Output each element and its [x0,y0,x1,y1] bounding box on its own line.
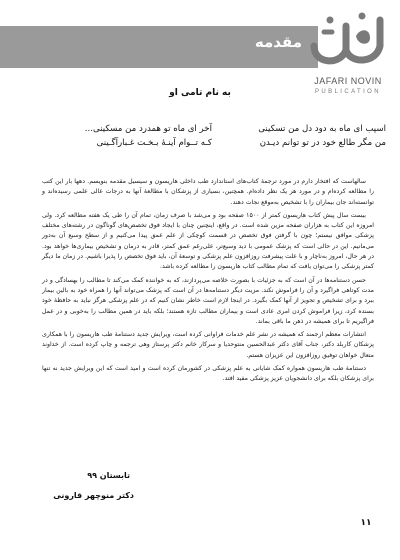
paragraph: حسن دستنامه‌ها در آن است که به جزئیات با بصورت خلاصه می‌پردازند، که به خواننده کمک می‌کند تا مطالب را بهسادگی و در مدت کوتاهی فراگیرد و آن را فراموش نکند. مزیت دیگر دستنامه‌ها در آن است که پزشک می‌تواند آنها را همراه خود به بالین بیمار ببرد و برای تشخیص و تجویز از آنها کمک بگیرد. در اینجا لازم است خاطر نشان کنیم که در علم پزشکی هرگز نباید به حافظۀ خود بسنده کرد، زیرا فراموش کردن امری عادی است و بیماران مطالب تازه هستند؛ بلکه باید در همین مطالب را به‌خوبی و در عمل فراگیریم تا برای همیشه در ذهن ما باقی بماند. [42,276,374,325]
preface-body [42,177,374,388]
paragraph: دستنامۀ طب هاریسون همواره کمک شایانی به علم پزشکی در کشورمان کرده است و امید است که این ویرایش جدید نه تنها برای پزشکان بلکه برای دانشجویان عزیز پزشکی مفید افتد. [42,365,374,383]
poem-left-column [52,122,212,150]
publisher-subtitle: PUBLICATION [315,89,381,95]
signature-date: تابستان ۹۹ [87,471,130,480]
paragraph: سالهاست که افتخار دارم در مورد ترجمۀ کتاب‌های استاندارد طب داخلی هاریسون و سیسیل مقدمه بنویسم. دهها بار این کتب را مطالعه کرده‌ام و در مورد هر یک نظر داده‌ام. همچنین، بسیاری از پزشکان با مطالعۀ آنها به درجات عالی علمی رسیده‌اند و توانسته‌اند جان بیماران را با تشخیص به‌موقع نجات دهند. [42,178,374,206]
signature-name: دکتر منوچهر قارونی [53,491,134,500]
poem-line: من مگر طالع خود در تو توانم دیـدن [259,138,386,148]
paragraph: انتشارات معظم ارجمند که همیشه در نشر علم خدمات فراوانی کرده است، ویرایش جدید دستنامۀ طب هاریسون را با همکاری پزشکان کاربلد دکتر، جناب آقای دکتر عبدالحسین منتوحدیا و سرکار خانم دکتر پرستاز وهی ترجمه و چاپ کرده است. از خداوند متعال خواهان توفیق روزافزون این عزیزان هستم. [42,331,374,359]
publisher-name: JAFARI NOVIN [314,76,382,86]
publisher-logo-mark [310,6,386,72]
poem-line: اسپب ای ماه به دود دل من تسکینی [258,124,386,134]
poem-line: کـه تــوام آینـۀ بـخـت غـبارآگـینی [96,138,212,148]
poem-line: آخر ای ماه تو همدرد من مسکینی... [84,124,212,134]
publisher-logo [300,6,396,106]
invocation: به نام تامی او [169,88,231,98]
section-title: مقدمه [254,33,302,51]
poem-right-column [226,122,386,150]
paragraph: بیست سال پیش کتاب هاریسون کمتر از ۱۵۰۰ صفحه بود و می‌شد با صرف زمان، تمام آن را طی یک هفته مطالعه کرد. ولی امروزه این کتاب به هزاران صفحه مزین شده است. در واقع، اینچنین چنان با ایجاد فوق تخصص‌های گوناگون در رشته‌های مختلف پزشکی موافق نیستم؛ چون با گرفتن فوق تخصص در قسمت کوچکی از علم عمق پیدا می‌کنیم و از سطح وسیع آن به‌دور می‌مانیم. این در حالی است که پزشک عمومی با دید وسیع‌تر، علی‌رغم عمق کمتر، قادر به درمان و تشخیص بیماری‌ها خواهد بود. در هر حال، امروز به‌ناچار و با علت پیشرفت روزافزون علم پزشکی و توسعۀ آن، باید فوق تخصص را پذیرا باشیم. در زمان ما دیگر کمتر پزشکی را می‌توان یافت که تمام مطالب کتاب هاریسون را مطالعه کرده باشد. [42,211,374,271]
page-number: ۱۱ [360,518,372,528]
